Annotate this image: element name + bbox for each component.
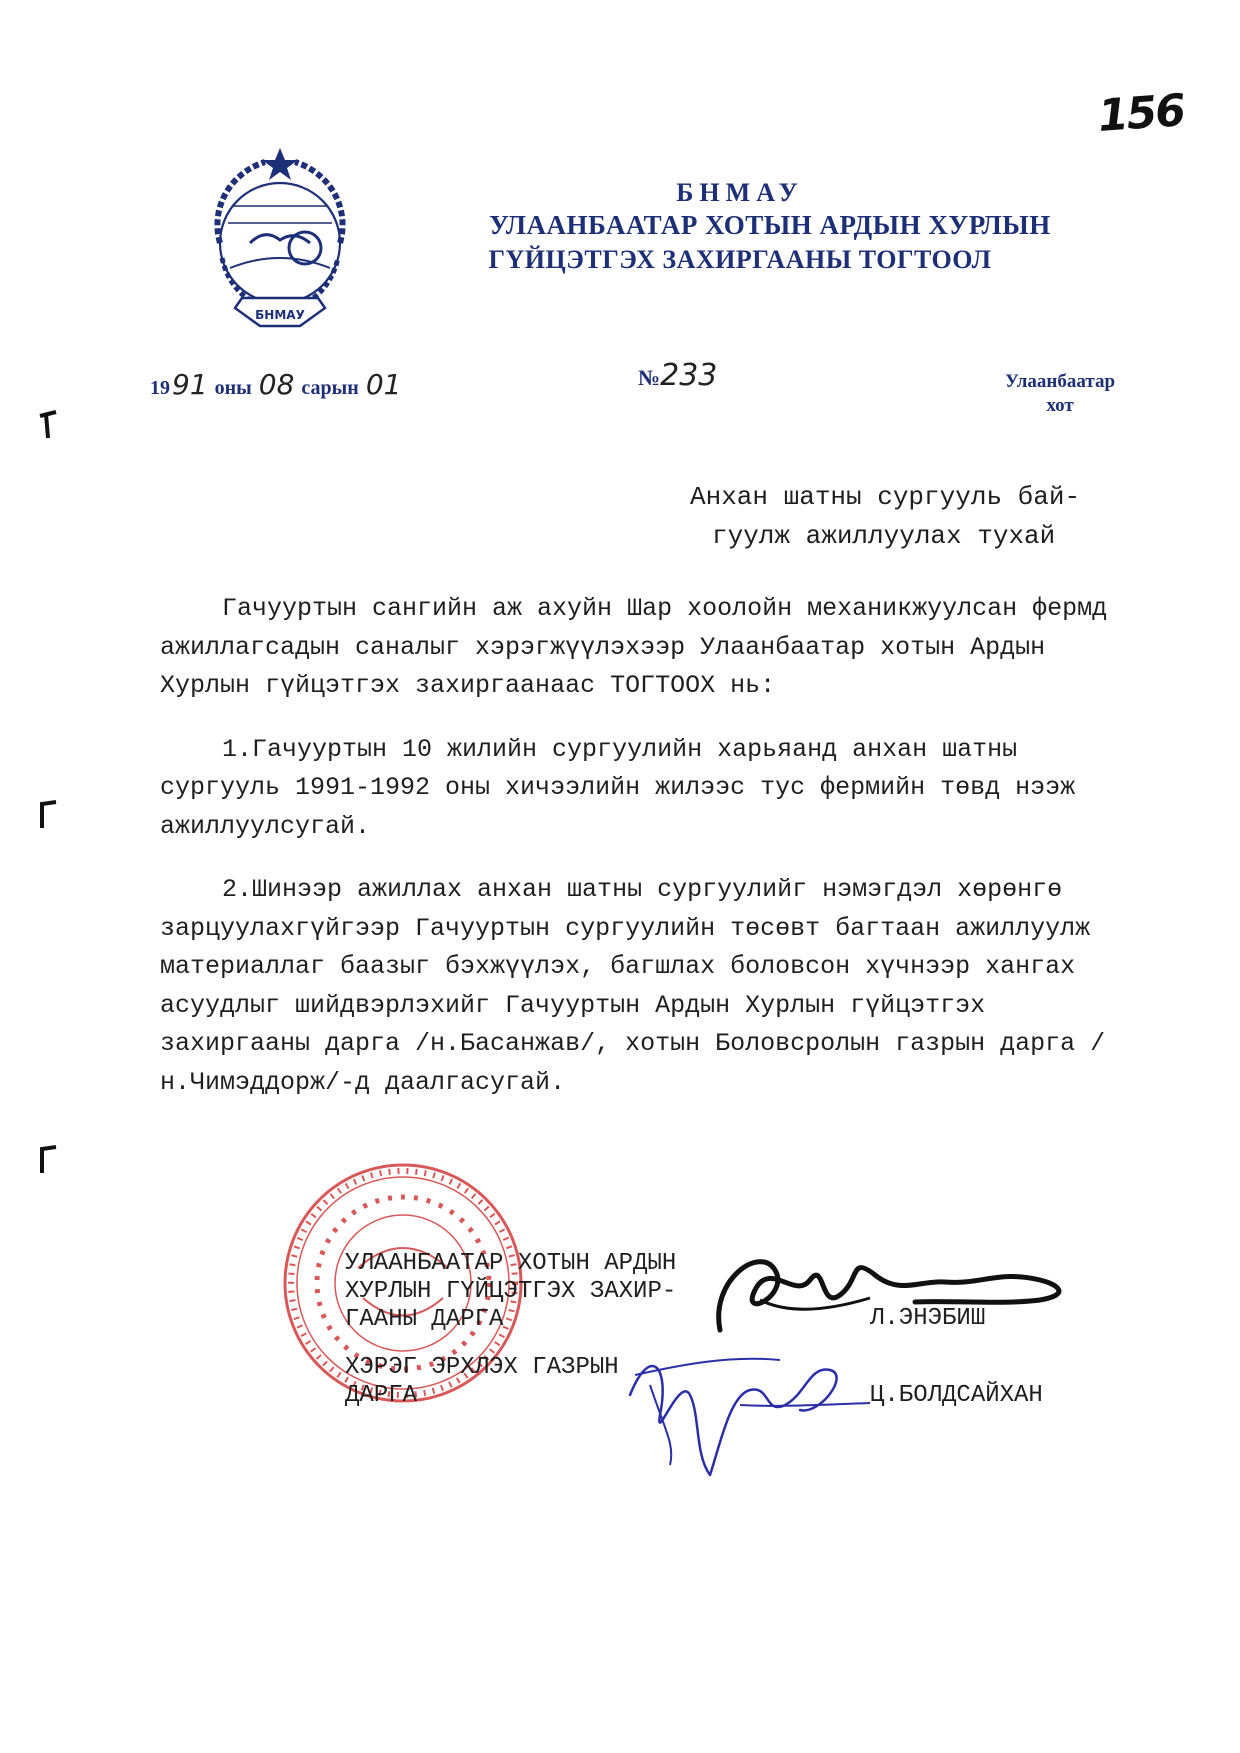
place-city-suffix: хот <box>1046 395 1074 416</box>
body-item-2: 2.Шинээр ажиллах анхан шатны сургуулийг нэмэгдэл хөрөнгө зарцуулахгүйгээр Гачууртын сургуулийн төсөвт багтаан ажиллуулж материаллаг баазыг бэхжүүлэх, багшлах боловсон хүчнээр хангах асуудлыг шийдвэрлэхийг Гачууртын Ардын Хурлын гүйцэтгэх захиргааны дарга /н.Басанжав/, хотын Боловсролын газрын дарга /н.Чимэддорж/-д даалгасугай. <box>160 875 1106 1097</box>
number-label: № <box>638 365 661 390</box>
body-item-1: 1.Гачууртын 10 жилийн сургуулийн харьяанд анхан шатны сургууль 1991-1992 оны хичээлийн жилээс тус фермийн төвд нээж ажиллуулсугай. <box>160 734 1076 841</box>
number-handwritten: 233 <box>660 358 718 393</box>
document-heading <box>440 178 1100 275</box>
position-1-line-2: ХУРЛЫН ГҮЙЦЭТГЭХ ЗАХИР- <box>345 1278 677 1305</box>
archive-page-number: 156 <box>1096 85 1186 142</box>
year-handwritten: 91 <box>172 368 208 401</box>
year-label: оны <box>214 377 252 399</box>
margin-mark-2-icon <box>38 800 60 830</box>
heading-authority: УЛААНБААТАР ХОТЫН АРДЫН ХУРЛЫН <box>489 210 1051 240</box>
year-prefix: 19 <box>150 377 170 399</box>
signatory-name-2: Ц.БОЛДСАЙХАН <box>870 1382 1043 1409</box>
place-of-issue <box>990 370 1130 418</box>
position-2-line-1: ХЭРЭГ ЭРХЛЭХ ГАЗРЫН <box>345 1354 619 1381</box>
subject-line-1: Анхан шатны сургууль бай- <box>690 482 1081 512</box>
month-handwritten: 08 <box>258 368 295 401</box>
document-body <box>160 590 1120 1102</box>
heading-country: БНМАУ <box>676 178 804 207</box>
emblem-text: БНМАУ <box>255 308 305 322</box>
subject-line-2: гуулж ажиллуулах тухай <box>712 521 1056 551</box>
signature-2-icon <box>620 1335 880 1485</box>
margin-mark-1-icon <box>38 410 60 440</box>
place-city: Улаанбаатар <box>1004 371 1116 392</box>
signature-1-icon <box>700 1240 1080 1350</box>
state-emblem-icon <box>190 148 370 343</box>
signatory-name-1: Л.ЭНЭБИШ <box>870 1305 986 1332</box>
date-line <box>150 368 403 401</box>
day-handwritten: 01 <box>365 368 402 401</box>
document-subject <box>690 478 1130 556</box>
heading-doc-type: ГҮЙЦЭТГЭХ ЗАХИРГААНЫ ТОГТООЛ <box>488 245 992 274</box>
month-label: сарын <box>301 377 359 399</box>
margin-mark-3-icon <box>38 1145 60 1175</box>
position-1-line-3: ГААНЫ ДАРГА <box>345 1306 504 1333</box>
position-1-line-1: УЛААНБААТАР ХОТЫН АРДЫН <box>345 1250 677 1277</box>
document-number <box>638 358 717 393</box>
body-intro: Гачууртын сангийн аж ахуйн Шар хоолойн механикжуулсан фермд ажиллагсадын саналыг хэрэгжүүлэхээр Улаанбаатар хотын Ардын Хурлын гүйцэтгэх захиргаанаас ТОГТООХ нь: <box>160 594 1108 700</box>
position-2-line-2: ДАРГА <box>345 1382 418 1409</box>
